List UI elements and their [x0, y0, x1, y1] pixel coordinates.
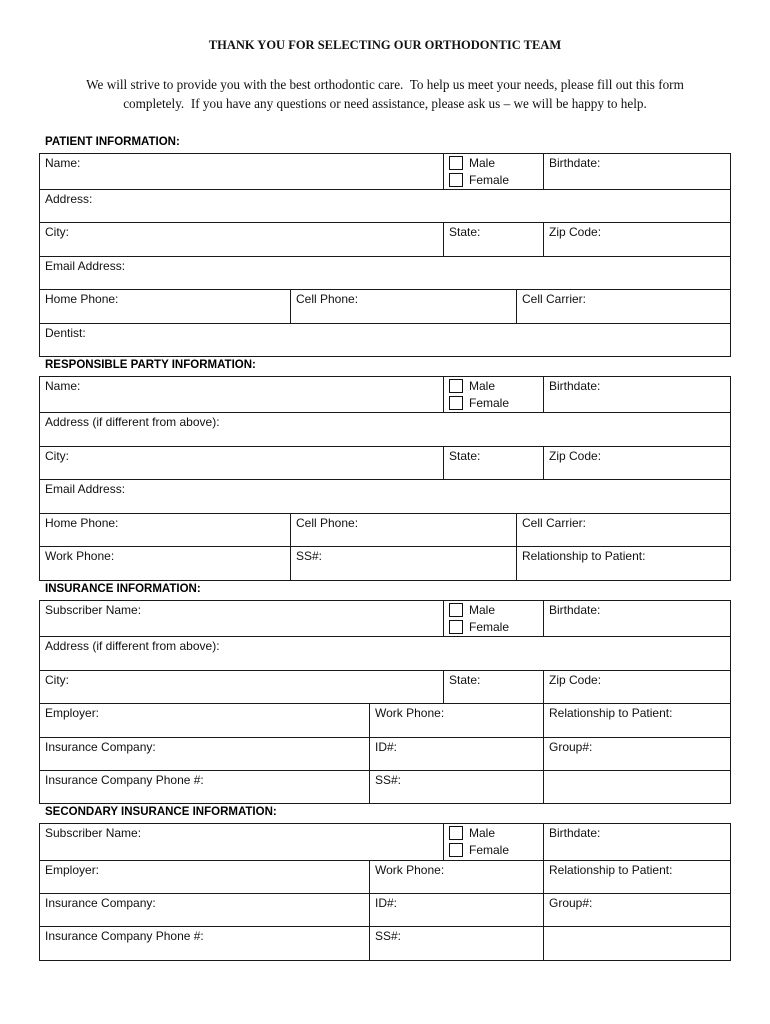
insurance-female-label: Female	[469, 619, 510, 634]
insurance-company-label: Insurance Company:	[45, 740, 156, 754]
insurance-heading: INSURANCE INFORMATION:	[45, 583, 201, 595]
patient-male-checkbox[interactable]	[449, 156, 463, 170]
responsible-male-label: Male	[469, 378, 496, 393]
responsible-party-section	[39, 358, 731, 581]
patient-cell-carrier-label: Cell Carrier:	[522, 292, 587, 306]
patient-dentist-field[interactable]	[40, 324, 730, 356]
insurance-employer-field[interactable]	[40, 704, 370, 737]
secondary-work-phone-label: Work Phone:	[375, 863, 445, 877]
table-row	[40, 601, 730, 637]
table-row	[40, 480, 730, 514]
patient-cell-phone-field[interactable]	[291, 290, 517, 323]
patient-address-field[interactable]	[40, 190, 730, 222]
responsible-city-field[interactable]	[40, 447, 444, 479]
intro-line: We will strive to provide you with the best orthodontic care. To help us meet your needs, please fill out this form	[86, 77, 684, 92]
responsible-home-phone-field[interactable]	[40, 514, 291, 546]
responsible-female-label: Female	[469, 395, 510, 410]
table-row	[40, 637, 730, 671]
secondary-gender-field	[444, 824, 544, 860]
secondary-subscriber-name-label: Subscriber Name:	[45, 826, 142, 840]
insurance-ssn-label: SS#:	[375, 773, 402, 787]
secondary-company-phone-label: Insurance Company Phone #:	[45, 929, 204, 943]
secondary-ssn-label: SS#:	[375, 929, 402, 943]
responsible-birthdate-label: Birthdate:	[549, 379, 601, 393]
patient-birthdate-field[interactable]	[544, 154, 730, 189]
secondary-subscriber-name-field[interactable]	[40, 824, 444, 860]
secondary-female-checkbox[interactable]	[449, 843, 463, 857]
insurance-female-option[interactable]	[449, 618, 538, 635]
responsible-party-table	[39, 376, 731, 581]
secondary-employer-field[interactable]	[40, 861, 370, 893]
patient-female-label: Female	[469, 172, 510, 187]
patient-city-label: City:	[45, 225, 69, 239]
patient-information-section	[39, 135, 731, 357]
responsible-zip-label: Zip Code:	[549, 449, 602, 463]
responsible-work-phone-field[interactable]	[40, 547, 291, 580]
table-row	[40, 377, 730, 413]
patient-state-field[interactable]	[444, 223, 544, 256]
table-row	[40, 547, 730, 581]
responsible-name-label: Name:	[45, 379, 81, 393]
secondary-insurance-table	[39, 823, 731, 961]
secondary-group-field[interactable]	[544, 894, 730, 926]
empty-cell	[544, 927, 730, 960]
insurance-section	[39, 582, 731, 804]
table-row	[40, 771, 730, 804]
intro-line: completely. If you have any questions or need assistance, please ask us – we will be happy to help.	[123, 96, 647, 111]
insurance-zip-label: Zip Code:	[549, 673, 602, 687]
insurance-id-field[interactable]	[370, 738, 544, 770]
responsible-gender-field	[444, 377, 544, 412]
patient-zip-field[interactable]	[544, 223, 730, 256]
insurance-company-phone-field[interactable]	[40, 771, 370, 803]
table-row	[40, 927, 730, 961]
empty-cell	[544, 771, 730, 803]
patient-male-label: Male	[469, 155, 496, 170]
insurance-group-label: Group#:	[549, 740, 593, 754]
insurance-female-checkbox[interactable]	[449, 620, 463, 634]
insurance-male-option[interactable]	[449, 601, 538, 618]
insurance-relationship-field[interactable]	[544, 704, 730, 737]
responsible-address-field[interactable]	[40, 413, 730, 446]
patient-dentist-label: Dentist:	[45, 326, 86, 340]
insurance-company-phone-label: Insurance Company Phone #:	[45, 773, 204, 787]
responsible-work-phone-label: Work Phone:	[45, 549, 115, 563]
insurance-employer-label: Employer:	[45, 706, 100, 720]
patient-home-phone-field[interactable]	[40, 290, 291, 323]
responsible-cell-phone-label: Cell Phone:	[296, 516, 359, 530]
insurance-address-label: Address (if different from above):	[45, 639, 220, 653]
insurance-id-label: ID#:	[375, 740, 398, 754]
table-row	[40, 447, 730, 480]
responsible-male-option[interactable]	[449, 377, 538, 394]
insurance-ssn-field[interactable]	[370, 771, 544, 803]
responsible-cell-phone-field[interactable]	[291, 514, 517, 546]
insurance-group-field[interactable]	[544, 738, 730, 770]
responsible-female-checkbox[interactable]	[449, 396, 463, 410]
secondary-company-field[interactable]	[40, 894, 370, 926]
patient-information-heading: PATIENT INFORMATION:	[45, 136, 180, 148]
insurance-relationship-label: Relationship to Patient:	[549, 706, 673, 720]
insurance-state-label: State:	[449, 673, 481, 687]
insurance-male-checkbox[interactable]	[449, 603, 463, 617]
secondary-id-field[interactable]	[370, 894, 544, 926]
responsible-female-option[interactable]	[449, 394, 538, 411]
responsible-name-field[interactable]	[40, 377, 444, 412]
responsible-relationship-label: Relationship to Patient:	[522, 549, 646, 563]
secondary-employer-label: Employer:	[45, 863, 100, 877]
secondary-relationship-field[interactable]	[544, 861, 730, 893]
responsible-cell-carrier-label: Cell Carrier:	[522, 516, 587, 530]
secondary-insurance-heading: SECONDARY INSURANCE INFORMATION:	[45, 806, 277, 818]
patient-information-table	[39, 153, 731, 357]
responsible-zip-field[interactable]	[544, 447, 730, 479]
patient-zip-label: Zip Code:	[549, 225, 602, 239]
table-row	[40, 413, 730, 447]
responsible-cell-carrier-field[interactable]	[517, 514, 730, 546]
secondary-birthdate-field[interactable]	[544, 824, 730, 860]
insurance-birthdate-field[interactable]	[544, 601, 730, 636]
insurance-gender-field	[444, 601, 544, 636]
insurance-birthdate-label: Birthdate:	[549, 603, 601, 617]
patient-cell-phone-label: Cell Phone:	[296, 292, 359, 306]
table-row	[40, 738, 730, 771]
insurance-subscriber-name-label: Subscriber Name:	[45, 603, 142, 617]
patient-address-label: Address:	[45, 192, 93, 206]
table-row	[40, 190, 730, 223]
insurance-subscriber-name-field[interactable]	[40, 601, 444, 636]
patient-name-field[interactable]	[40, 154, 444, 189]
table-row	[40, 704, 730, 738]
insurance-city-label: City:	[45, 673, 69, 687]
secondary-insurance-section	[39, 805, 731, 961]
secondary-female-option[interactable]	[449, 841, 538, 858]
patient-birthdate-label: Birthdate:	[549, 156, 601, 170]
responsible-ssn-label: SS#:	[296, 549, 323, 563]
insurance-work-phone-field[interactable]	[370, 704, 544, 737]
table-row	[40, 324, 730, 357]
secondary-male-label: Male	[469, 825, 496, 840]
patient-city-field[interactable]	[40, 223, 444, 256]
responsible-email-label: Email Address:	[45, 482, 126, 496]
responsible-email-field[interactable]	[40, 480, 730, 513]
responsible-state-field[interactable]	[444, 447, 544, 479]
secondary-birthdate-label: Birthdate:	[549, 826, 601, 840]
table-row	[40, 824, 730, 861]
secondary-female-label: Female	[469, 842, 510, 857]
responsible-male-checkbox[interactable]	[449, 379, 463, 393]
insurance-zip-field[interactable]	[544, 671, 730, 703]
insurance-state-field[interactable]	[444, 671, 544, 703]
insurance-male-label: Male	[469, 602, 496, 617]
responsible-party-heading: RESPONSIBLE PARTY INFORMATION:	[45, 359, 256, 371]
table-row	[40, 223, 730, 257]
patient-female-checkbox[interactable]	[449, 173, 463, 187]
table-row	[40, 290, 730, 324]
secondary-work-phone-field[interactable]	[370, 861, 544, 893]
insurance-address-field[interactable]	[40, 637, 730, 670]
patient-gender-field	[444, 154, 544, 189]
patient-home-phone-label: Home Phone:	[45, 292, 119, 306]
responsible-state-label: State:	[449, 449, 481, 463]
patient-name-label: Name:	[45, 156, 81, 170]
insurance-work-phone-label: Work Phone:	[375, 706, 445, 720]
secondary-male-option[interactable]	[449, 824, 538, 841]
insurance-company-field[interactable]	[40, 738, 370, 770]
secondary-company-label: Insurance Company:	[45, 896, 156, 910]
patient-male-option[interactable]	[449, 154, 538, 171]
responsible-relationship-field[interactable]	[517, 547, 730, 580]
table-row	[40, 894, 730, 927]
table-row	[40, 861, 730, 894]
table-row	[40, 514, 730, 547]
intro-paragraph	[0, 77, 770, 115]
responsible-ssn-field[interactable]	[291, 547, 517, 580]
responsible-birthdate-field[interactable]	[544, 377, 730, 412]
patient-email-field[interactable]	[40, 257, 730, 289]
secondary-company-phone-field[interactable]	[40, 927, 370, 960]
patient-email-label: Email Address:	[45, 259, 126, 273]
table-row	[40, 154, 730, 190]
secondary-id-label: ID#:	[375, 896, 398, 910]
secondary-group-label: Group#:	[549, 896, 593, 910]
patient-state-label: State:	[449, 225, 481, 239]
insurance-table	[39, 600, 731, 804]
responsible-home-phone-label: Home Phone:	[45, 516, 119, 530]
patient-cell-carrier-field[interactable]	[517, 290, 730, 323]
table-row	[40, 671, 730, 704]
responsible-address-label: Address (if different from above):	[45, 415, 220, 429]
secondary-male-checkbox[interactable]	[449, 826, 463, 840]
responsible-city-label: City:	[45, 449, 69, 463]
table-row	[40, 257, 730, 290]
insurance-city-field[interactable]	[40, 671, 444, 703]
page-title: THANK YOU FOR SELECTING OUR ORTHODONTIC TEAM	[208, 38, 562, 52]
secondary-ssn-field[interactable]	[370, 927, 544, 960]
patient-female-option[interactable]	[449, 171, 538, 188]
secondary-relationship-label: Relationship to Patient:	[549, 863, 673, 877]
